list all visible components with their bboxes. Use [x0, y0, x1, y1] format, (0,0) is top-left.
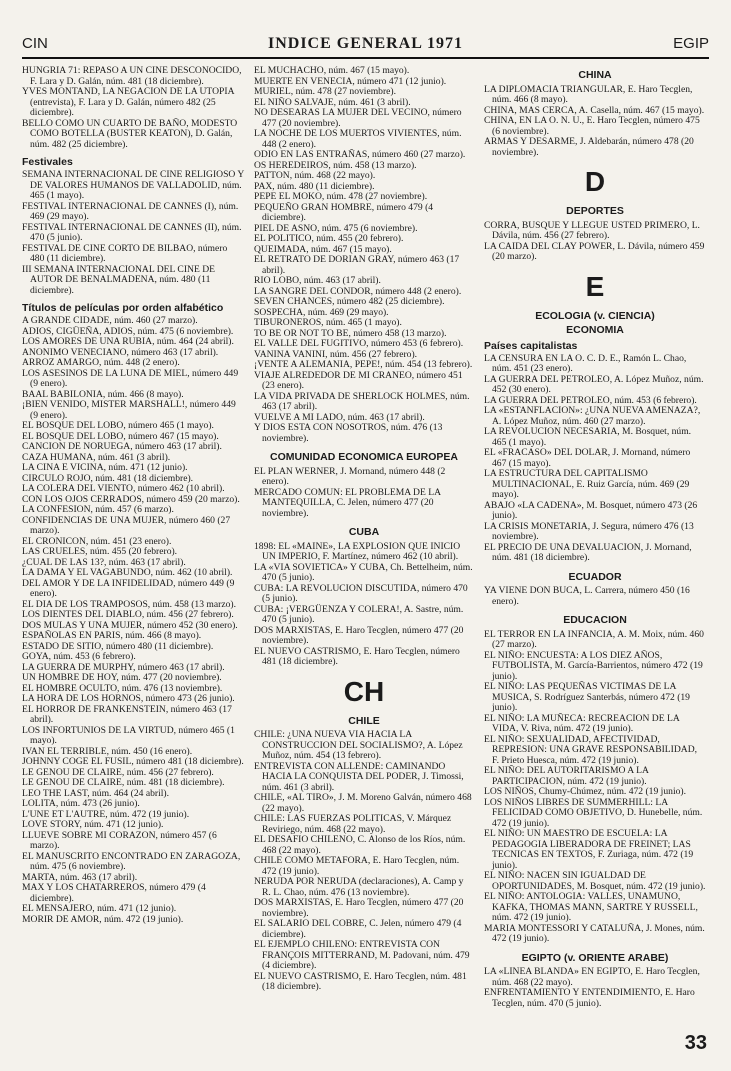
index-entry: LOS NIÑOS, Chumy-Chúmez, núm. 472 (19 junio).: [484, 786, 686, 797]
index-entry: CANCION DE NORUEGA, número 463 (17 abril).: [22, 441, 222, 452]
index-entry: MARTA, núm. 463 (17 abril).: [22, 871, 138, 883]
index-entry: LOS AMORES DE UNA RUBIA, núm. 464 (24 abril).: [22, 336, 234, 347]
index-entry: EL DIA DE LOS TRAMPOSOS, núm. 458 (13 marzo).: [22, 598, 236, 610]
index-entry: EL NIÑO: LAS PEQUEÑAS VICTIMAS DE LA MUSICA, S. Rodríguez Santerbás, número 472 (19 junio).: [484, 681, 690, 713]
index-entry: LE GENOU DE CLAIRE, núm. 456 (27 febrero).: [22, 766, 214, 778]
index-entry: GOYA, núm. 453 (6 febrero).: [22, 651, 136, 662]
index-entry: L'UNE ET L'AUTRE, núm. 472 (19 junio).: [22, 808, 190, 820]
index-entry: LA COLERA DEL VIENTO, número 462 (10 abril).: [22, 483, 225, 494]
index-entry: ARMAS Y DESARME, J. Aldebarán, número 478 (20 noviembre).: [484, 136, 694, 158]
economia-list: [484, 354, 706, 564]
index-entry: Y DIOS ESTA CON NOSOTROS, núm. 476 (13 noviembre).: [254, 422, 443, 444]
index-entry: ESPAÑOLAS EN PARIS, núm. 466 (8 mayo).: [22, 630, 202, 641]
index-entry: EL «FRACASO» DEL DOLAR, J. Mornand, número 467 (15 mayo).: [484, 447, 691, 469]
index-entry: NO DESEARAS LA MUJER DEL VECINO, número 477 (20 noviembre).: [254, 107, 462, 129]
index-entry: LA GUERRA DEL PETROLEO, A. López Muñoz, núm. 452 (30 enero).: [484, 373, 704, 395]
index-entry: LA VIDA PRIVADA DE SHERLOCK HOLMES, núm. 463 (17 abril).: [254, 390, 470, 412]
index-entry: CORRA, BUSQUE Y LLEGUE USTED PRIMERO, L. Dávila, núm. 456 (27 febrero).: [484, 219, 700, 241]
deportes-list: [484, 221, 706, 263]
index-entry: LOS ASESINOS DE LA LUNA DE MIEL, número 449 (9 enero).: [22, 367, 239, 389]
index-entry: EL NIÑO: SEXUALIDAD, AFECTIVIDAD, REPRESION: UNA GRAVE RESPONSABILIDAD, F. Prieto Huesca, núm. 472 (19 junio).: [484, 733, 698, 766]
index-entry: III SEMANA INTERNACIONAL DEL CINE DE AUTOR DE BENALMADENA, núm. 480 (11 diciembre).: [22, 263, 216, 296]
index-entry: LA NOCHE DE LOS MUERTOS VIVIENTES, núm. 448 (2 enero).: [254, 128, 462, 150]
index-entry: MUERTE EN VENECIA, número 471 (12 junio).: [254, 75, 447, 87]
index-entry: EL MANUSCRITO ENCONTRADO EN ZARAGOZA, núm. 475 (6 noviembre).: [22, 850, 241, 872]
cine-intro-list: [22, 66, 244, 150]
index-entry: ¡BIEN VENIDO, MISTER MARSHALL!, número 449 (9 enero).: [22, 399, 236, 421]
index-entry: LA CAIDA DEL CLAY POWER, L. Dávila, número 459 (20 marzo).: [484, 240, 705, 262]
index-entry: PEQUEÑO GRAN HOMBRE, número 479 (4 diciembre).: [254, 201, 434, 223]
index-entry: LA DIPLOMACIA TRIANGULAR, E. Haro Tecglen, núm. 466 (8 mayo).: [484, 83, 693, 105]
index-entry: YVES MONTAND, LA NEGACION DE LA UTOPIA (entrevista), F. Lara y D. Galán, número 482 (25 diciembre).: [22, 86, 234, 118]
index-entry: EL NIÑO: UN MAESTRO DE ESCUELA: LA PEDAGOGIA LIBERADORA DE FREINET; LAS TECNICAS EN TEXTOS, F. Zuriaga, núm. 472 (19 junio).: [484, 828, 694, 871]
festivales-heading: Festivales: [22, 156, 73, 168]
index-entry: CHILE, «AL TIRO», J. M. Moreno Galván, número 468 (22 mayo).: [254, 792, 472, 814]
index-entry: A GRANDE CIDADE, núm. 460 (27 marzo).: [22, 315, 198, 326]
index-entry: BELLO COMO UN CUARTO DE BAÑO, MODESTO COMO BOTELLA (BUSTER KEATON), D. Galán, núm. 482 (25 diciembre).: [22, 117, 238, 150]
index-entry: TO BE OR NOT TO BE, número 458 (13 marzo).: [254, 327, 447, 339]
educacion-list: [484, 630, 706, 945]
index-entry: EL DESAFIO CHILENO, C. Alonso de los Ríos, núm. 468 (22 mayo).: [254, 834, 466, 856]
index-entry: LOS DIENTES DEL DIABLO, núm. 456 (27 febrero).: [22, 609, 234, 620]
index-entry: EL BOSQUE DEL LOBO, número 465 (1 mayo).: [22, 420, 214, 431]
index-entry: PAX, núm. 480 (11 diciembre).: [254, 180, 375, 192]
china-list: [484, 85, 706, 159]
index-entry: BAAL BABILONIA, núm. 466 (8 mayo).: [22, 388, 184, 400]
index-entry: PEPE EL MOKO, núm. 478 (27 noviembre).: [254, 191, 428, 202]
letter-d: D: [584, 166, 606, 197]
index-entry: EL NIÑO: ENCUESTA: A LOS DIEZ AÑOS, FUTBOLISTA, M. García-Barrientos, número 472 (19 junio).: [484, 649, 703, 682]
index-entry: NERUDA POR NERUDA (declaraciones), A. Camp y R. L. Chao, núm. 476 (13 noviembre).: [254, 876, 464, 898]
index-entry: LA «ESTANFLACION»: ¿UNA NUEVA AMENAZA?, A. López Muñoz, núm. 460 (27 marzo).: [484, 405, 701, 427]
index-entry: CONFIDENCIAS DE UNA MUJER, número 460 (27 marzo).: [22, 514, 231, 536]
column-3: [484, 66, 706, 1009]
index-entry: MORIR DE AMOR, núm. 472 (19 junio).: [22, 913, 184, 925]
index-entry: LOVE STORY, núm. 471 (12 junio).: [22, 819, 164, 830]
deportes-heading: DEPORTES: [566, 205, 624, 217]
index-entry: ARROZ AMARGO, núm. 448 (2 enero).: [22, 357, 180, 368]
index-entry: FESTIVAL INTERNACIONAL DE CANNES (I), núm. 469 (29 mayo).: [22, 200, 239, 222]
index-entry: FESTIVAL DE CINE CORTO DE BILBAO, número 480 (11 diciembre).: [22, 242, 228, 264]
index-entry: LA REVOLUCION NECESARIA, M. Bosquet, núm. 465 (1 mayo).: [484, 426, 692, 448]
header-left: CIN: [22, 35, 48, 52]
index-entry: MERCADO COMUN: EL PROBLEMA DE LA MANTEQUILLA, C. Jelen, número 477 (20 noviembre).: [254, 486, 441, 519]
index-entry: EL RETRATO DE DORIAN GRAY, número 463 (17 abril).: [254, 254, 460, 276]
header-right: EGIP: [673, 35, 709, 52]
index-entry: SEVEN CHANCES, número 482 (25 diciembre).: [254, 296, 445, 307]
page-number: 33: [684, 1032, 707, 1054]
index-entry: ¿CUAL DE LAS 13?, núm. 463 (17 abril).: [22, 556, 186, 568]
index-entry: CUBA: LA REVOLUCION DISCUTIDA, número 470 (5 junio).: [254, 582, 468, 604]
index-entry: LOLITA, núm. 473 (26 junio).: [22, 798, 140, 809]
index-entry: ¡VENTE A ALEMANIA, PEPE!, núm. 454 (13 febrero).: [254, 359, 473, 370]
index-entry: TIBURONEROS, núm. 465 (1 mayo).: [254, 317, 402, 328]
egipto-heading: EGIPTO (v. ORIENTE ARABE): [521, 951, 669, 964]
index-entry: LA ESTRUCTURA DEL CAPITALISMO MULTINACIONAL, E. Ruiz García, núm. 469 (29 mayo).: [484, 468, 690, 500]
index-entry: LA GUERRA DE MURPHY, número 463 (17 abril).: [22, 661, 225, 673]
titulos-heading: Títulos de películas por orden alfabético: [22, 302, 224, 314]
index-entry: EL PLAN WERNER, J. Mornand, número 448 (2 enero).: [254, 465, 446, 487]
index-entry: LLUEVE SOBRE MI CORAZON, número 457 (6 marzo).: [22, 829, 217, 851]
index-entry: LA «VIA SOVIETICA» Y CUBA, Ch. Bettelheim, núm. 470 (5 junio).: [254, 561, 473, 583]
index-entry: MARIA MONTESSORI Y CATALUÑA, J. Mones, núm. 472 (19 junio).: [484, 922, 705, 944]
page-title: INDICE GENERAL 1971: [267, 35, 464, 52]
column-2: [254, 66, 474, 993]
index-entry: LEO THE LAST, núm. 464 (24 abril).: [22, 787, 169, 799]
cuba-heading: CUBA: [348, 526, 380, 538]
index-entry: LA CENSURA EN LA O. C. D. E., Ramón L. Chao, núm. 451 (23 enero).: [484, 352, 687, 374]
index-entry: DOS MULAS Y UNA MUJER, número 452 (30 enero).: [22, 619, 238, 631]
index-entry: ADIOS, CIGÜEÑA, ADIOS, núm. 475 (6 noviembre).: [22, 325, 234, 337]
egipto-list: [484, 967, 706, 1009]
economia-heading: ECONOMIA: [566, 324, 624, 336]
cuba-list: [254, 542, 474, 668]
cee-list: [254, 467, 474, 520]
index-entry: LA SANGRE DEL CONDOR, número 448 (2 enero).: [254, 285, 462, 297]
index-entry: LA DAMA Y EL VAGABUNDO, núm. 462 (10 abril).: [22, 567, 233, 578]
index-entry: EL HOMBRE OCULTO, núm. 476 (13 noviembre).: [22, 682, 223, 694]
titulos-continued-list: [254, 66, 474, 444]
index-entry: CIRCULO ROJO, núm. 481 (18 diciembre).: [22, 472, 194, 484]
index-entry: EL MUCHACHO, núm. 467 (15 mayo).: [254, 65, 410, 76]
ecuador-list: [484, 586, 706, 607]
index-entry: EL NUEVO CASTRISMO, E. Haro Tecglen, núm. 481 (18 diciembre).: [254, 970, 467, 992]
index-entry: PATTON, núm. 468 (22 mayo).: [254, 170, 376, 181]
index-entry: DEL AMOR Y DE LA INFIDELIDAD, número 449 (9 enero).: [22, 577, 235, 599]
index-entry: EL PRECIO DE UNA DEVALUACION, J. Mornand, núm. 481 (18 diciembre).: [484, 541, 692, 563]
index-entry: LOS INFORTUNIOS DE LA VIRTUD, número 465 (1 mayo).: [22, 724, 235, 746]
index-entry: EL BOSQUE DEL LOBO, número 467 (15 mayo).: [22, 430, 219, 442]
index-entry: EL SALARIO DEL COBRE, C. Jelen, número 479 (4 diciembre).: [254, 918, 462, 940]
cee-heading: COMUNIDAD ECONOMICA EUROPEA: [269, 451, 459, 463]
chile-heading: CHILE: [348, 714, 380, 727]
index-entry: EL NIÑO: ANTOLOGIA: VALLES, UNAMUNO, KAFKA, THOMAS MANN, SARTRE Y RUSSELL, núm. 472 (19 junio).: [484, 891, 698, 923]
educacion-heading: EDUCACION: [563, 614, 627, 626]
index-entry: EL TERROR EN LA INFANCIA, A. M. Moix, núm. 460 (27 marzo).: [484, 628, 704, 650]
index-entry: YA VIENE DON BUCA, L. Carrera, número 450 (16 enero).: [484, 585, 690, 607]
index-entry: DOS MARXISTAS, E. Haro Tecglen, número 477 (20 noviembre).: [254, 624, 464, 646]
china-heading: CHINA: [578, 69, 612, 81]
index-entry: EL NIÑO SALVAJE, núm. 461 (3 abril).: [254, 96, 411, 108]
index-entry: HUNGRIA 71: REPASO A UN CINE DESCONOCIDO, F. Lara y D. Galán, núm. 481 (18 diciembre).: [22, 65, 242, 87]
index-entry: LE GENOU DE CLAIRE, núm. 481 (18 diciembre).: [22, 777, 225, 788]
index-entry: CHILE COMO METAFORA, E. Haro Tecglen, núm. 472 (19 junio).: [254, 855, 460, 877]
index-entry: CHILE: LAS FUERZAS POLITICAS, V. Márquez Reviriego, núm. 468 (22 mayo).: [254, 813, 452, 835]
index-entry: LA HORA DE LOS HORNOS, número 473 (26 junio).: [22, 693, 235, 704]
index-entry: PIEL DE ASNO, núm. 475 (6 noviembre).: [254, 222, 418, 234]
index-entry: LAS CRUELES, núm. 455 (20 febrero).: [22, 546, 178, 557]
index-entry: EL POLITICO, núm. 455 (20 febrero).: [254, 233, 404, 244]
index-entry: MURIEL, núm. 478 (27 noviembre).: [254, 86, 397, 97]
index-entry: ENTREVISTA CON ALLENDE: CAMINANDO HACIA LA CONQUISTA DEL PODER, J. Timossi, núm. 461 (3 abril).: [254, 760, 464, 793]
festivales-list: [22, 170, 244, 296]
index-entry: IVAN EL TERRIBLE, núm. 450 (16 enero).: [22, 745, 193, 757]
index-entry: EL MENSAJERO, núm. 471 (12 junio).: [22, 903, 177, 914]
index-entry: FESTIVAL INTERNACIONAL DE CANNES (II), núm. 470 (5 junio).: [22, 221, 242, 243]
page-header: [22, 35, 709, 57]
index-entry: LA CRISIS MONETARIA, J. Segura, número 476 (13 noviembre).: [484, 520, 694, 542]
index-entry: LA CONFESION, núm. 457 (6 marzo).: [22, 504, 174, 515]
index-entry: MAX Y LOS CHATARREROS, número 479 (4 diciembre).: [22, 882, 206, 904]
index-entry: UN HOMBRE DE HOY, núm. 477 (20 noviembre).: [22, 672, 222, 683]
titulos-list: [22, 316, 244, 925]
index-entry: OS HEREDEIROS, núm. 458 (13 marzo).: [254, 159, 417, 171]
index-entry: CAZA HUMANA, núm. 461 (3 abril).: [22, 451, 171, 463]
index-entry: ANONIMO VENECIANO, número 463 (17 abril).: [22, 346, 219, 358]
index-entry: EL NUEVO CASTRISMO, E. Haro Tecglen, número 481 (18 diciembre).: [254, 645, 460, 667]
index-entry: CHINA, EN LA O. N. U., E. Haro Tecglen, número 475 (6 noviembre).: [484, 115, 700, 137]
header-rule: [22, 57, 709, 59]
index-entry: JOHNNY COGE EL FUSIL, número 481 (18 diciembre).: [22, 756, 244, 767]
index-entry: LA GUERRA DEL PETROLEO, núm. 453 (6 febrero).: [484, 394, 697, 406]
index-entry: CHILE: ¿UNA NUEVA VIA HACIA LA CONSTRUCCION DEL SOCIALISMO?, A. López Muñoz, núm. 454 (13 febrero).: [254, 729, 463, 761]
index-entry: VANINA VANINI, núm. 456 (27 febrero).: [254, 348, 418, 360]
index-entry: CUBA: ¡VERGÜENZA Y COLERA!, A. Sastre, núm. 470 (5 junio).: [254, 603, 464, 625]
index-entry: EL NIÑO: LA MUÑECA: RECREACION DE LA VIDA, V. Riva, núm. 472 (19 junio).: [484, 712, 680, 734]
index-entry: LA CINA E VICINA, núm. 471 (12 junio).: [22, 462, 188, 473]
index-entry: 1898: EL «MAINE», LA EXPLOSION QUE INICIO UN IMPERIO, F. Martínez, número 462 (10 abril).: [254, 540, 461, 562]
index-entry: CON LOS OJOS CERRADOS, número 459 (20 marzo).: [22, 493, 240, 505]
column-1: [22, 66, 244, 925]
index-entry: LA «LINEA BLANDA» EN EGIPTO, E. Haro Tecglen, núm. 468 (22 mayo).: [484, 966, 700, 988]
index-entry: QUEIMADA, núm. 467 (15 mayo).: [254, 243, 392, 255]
index-entry: SEMANA INTERNACIONAL DE CINE RELIGIOSO Y DE VALORES HUMANOS DE VALLADOLID, núm. 465 (1 mayo).: [22, 169, 244, 201]
letter-ch: CH: [343, 675, 385, 707]
index-entry: ESTADO DE SITIO, número 480 (11 diciembre).: [22, 640, 214, 652]
index-entry: ODIO EN LAS ENTRAÑAS, número 460 (27 marzo).: [254, 149, 466, 160]
letter-e: E: [585, 270, 605, 302]
ecuador-heading: ECUADOR: [568, 570, 622, 583]
index-entry: RIO LOBO, núm. 463 (17 abril).: [254, 275, 381, 286]
index-entry: ENFRENTAMIENTO Y ENTENDIMIENTO, E. Haro Tecglen, núm. 470 (5 junio).: [484, 987, 695, 1009]
index-entry: VUELVE A MI LADO, núm. 463 (17 abril).: [254, 411, 425, 423]
index-entry: LOS NIÑOS LIBRES DE SUMMERHILL: LA FELICIDAD COMO OBJETIVO, D. Hunebelle, núm. 472 (19 junio).: [484, 796, 703, 829]
index-entry: EL HORROR DE FRANKENSTEIN, número 463 (17 abril).: [22, 703, 232, 725]
chile-list: [254, 730, 474, 993]
index-entry: EL NIÑO: DEL AUTORITARISMO A LA PARTICIPACION, núm. 472 (19 junio).: [484, 765, 649, 787]
index-entry: EL CRONICON, núm. 451 (23 enero).: [22, 535, 172, 547]
ecologia-heading: ECOLOGIA (v. CIENCIA): [535, 309, 655, 322]
index-entry: EL EJEMPLO CHILENO: ENTREVISTA CON FRANÇOIS MITTERRAND, M. Padovani, núm. 479 (4 diciembre).: [254, 939, 470, 971]
index-entry: VIAJE ALREDEDOR DE MI CRANEO, número 451 (23 enero).: [254, 369, 463, 391]
index-entry: ABAJO «LA CADENA», M. Bosquet, número 473 (26 junio).: [484, 499, 698, 521]
index-entry: EL VALLE DEL FUGITIVO, número 453 (6 febrero).: [254, 338, 464, 349]
index-entry: CHINA, MAS CERCA, A. Casella, núm. 467 (15 mayo).: [484, 104, 705, 116]
paises-capitalistas-heading: Países capitalistas: [484, 339, 578, 352]
index-entry: SOSPECHA, núm. 469 (29 mayo).: [254, 306, 389, 318]
index-entry: EL NIÑO: NACEN SIN IGUALDAD DE OPORTUNIDADES, M. Bosquet, núm. 472 (19 junio).: [484, 870, 706, 892]
index-entry: DOS MARXISTAS, E. Haro Tecglen, número 477 (20 noviembre).: [254, 897, 464, 919]
